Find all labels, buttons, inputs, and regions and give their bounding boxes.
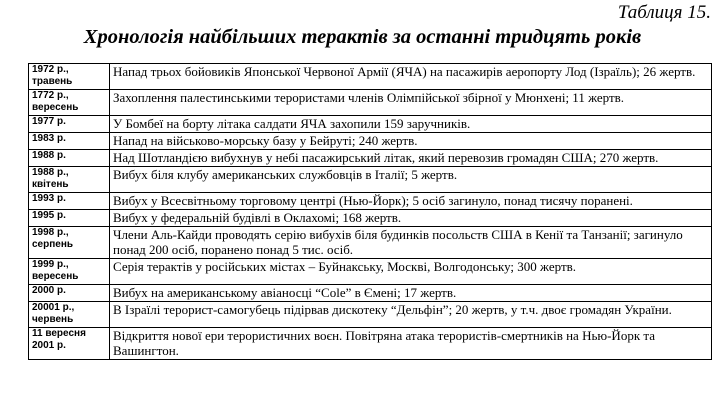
event-cell: Вибух у Всесвітньому торговому центрі (Нью-Йорк); 5 осіб загинуло, понад тисячу поранені. xyxy=(110,193,712,210)
event-cell: Захоплення палестинськими терористами членів Олімпійської збірної у Мюнхені; 11 жертв. xyxy=(110,90,712,116)
event-cell: Відкриття нової ери терористичних воєн. Повітряна атака терористів-смертників на Нью-Йорк та Вашингтон. xyxy=(110,328,712,360)
date-main: 1983 р. xyxy=(32,133,66,144)
date-main: 1988 р. xyxy=(32,150,66,161)
date-cell xyxy=(29,167,110,193)
event-cell: Вибух у федеральній будівлі в Оклахомі; 168 жертв. xyxy=(110,210,712,227)
event-cell: Члени Аль-Кайди проводять серію вибухів біля будинків посольств США в Кенії та Танзанії; загинуло понад 200 осіб, поранено понад 5 тис. осіб. xyxy=(110,227,712,259)
table-row xyxy=(29,259,712,285)
date-main: 11 вересня xyxy=(32,328,86,339)
date-cell xyxy=(29,328,110,360)
date-cell xyxy=(29,150,110,167)
table-number-label: Таблиця 15. xyxy=(617,2,711,23)
table-row xyxy=(29,302,712,328)
date-cell xyxy=(29,193,110,210)
date-main: 1977 р. xyxy=(32,116,66,127)
event-cell: Серія терактів у російських містах – Буйнакську, Москві, Волгодонську; 300 жертв. xyxy=(110,259,712,285)
date-cell xyxy=(29,90,110,116)
event-cell: Напад трьох бойовиків Японської Червоної Армії (ЯЧА) на пасажирів аеропорту Лод (Ізраїль); 26 жертв. xyxy=(110,64,712,90)
date-main: 1998 р., xyxy=(32,227,69,238)
date-main: 1772 р., xyxy=(32,90,69,101)
table-row xyxy=(29,227,712,259)
date-cell xyxy=(29,133,110,150)
table-row xyxy=(29,328,712,360)
event-cell: Вибух на американському авіаносці “Cole” в Ємені; 17 жертв. xyxy=(110,285,712,302)
date-main: 1995 р. xyxy=(32,210,66,221)
event-cell: Напад на військово-морську базу у Бейруті; 240 жертв. xyxy=(110,133,712,150)
table-row xyxy=(29,167,712,193)
document-title: Хронологія найбільших терактів за останні тридцять років xyxy=(83,26,642,48)
chronology-table xyxy=(28,63,712,360)
date-cell xyxy=(29,210,110,227)
table-row xyxy=(29,116,712,133)
event-cell: У Бомбеї на борту літака салдати ЯЧА захопили 159 заручників. xyxy=(110,116,712,133)
table-row xyxy=(29,285,712,302)
table-row xyxy=(29,150,712,167)
date-sub: вересень xyxy=(32,102,79,113)
date-cell xyxy=(29,302,110,328)
event-cell: Вибух біля клубу американських службовців в Італії; 5 жертв. xyxy=(110,167,712,193)
table-row xyxy=(29,90,712,116)
date-sub: травень xyxy=(32,76,73,87)
date-sub: червень xyxy=(32,314,74,325)
table-row xyxy=(29,133,712,150)
table-row xyxy=(29,64,712,90)
date-cell xyxy=(29,285,110,302)
date-sub: 2001 р. xyxy=(32,340,66,351)
date-main: 1972 р., xyxy=(32,64,69,75)
date-main: 1993 р. xyxy=(32,193,66,204)
date-cell xyxy=(29,227,110,259)
date-sub: квітень xyxy=(32,179,69,190)
date-sub: вересень xyxy=(32,271,79,282)
table-row xyxy=(29,193,712,210)
date-cell xyxy=(29,116,110,133)
date-main: 1999 р., xyxy=(32,259,69,270)
date-cell xyxy=(29,259,110,285)
date-sub: серпень xyxy=(32,239,74,250)
date-main: 2000 р. xyxy=(32,285,66,296)
date-main: 20001 р., xyxy=(32,302,75,313)
date-main: 1988 р., xyxy=(32,167,69,178)
table-row xyxy=(29,210,712,227)
event-cell: Над Шотландією вибухнув у небі пасажирський літак, який перевозив громадян США; 270 жертв. xyxy=(110,150,712,167)
date-cell xyxy=(29,64,110,90)
event-cell: В Ізраїлі терорист-самогубець підірвав дискотеку “Дельфін”; 20 жертв, у т.ч. двоє громадян України. xyxy=(110,302,712,328)
